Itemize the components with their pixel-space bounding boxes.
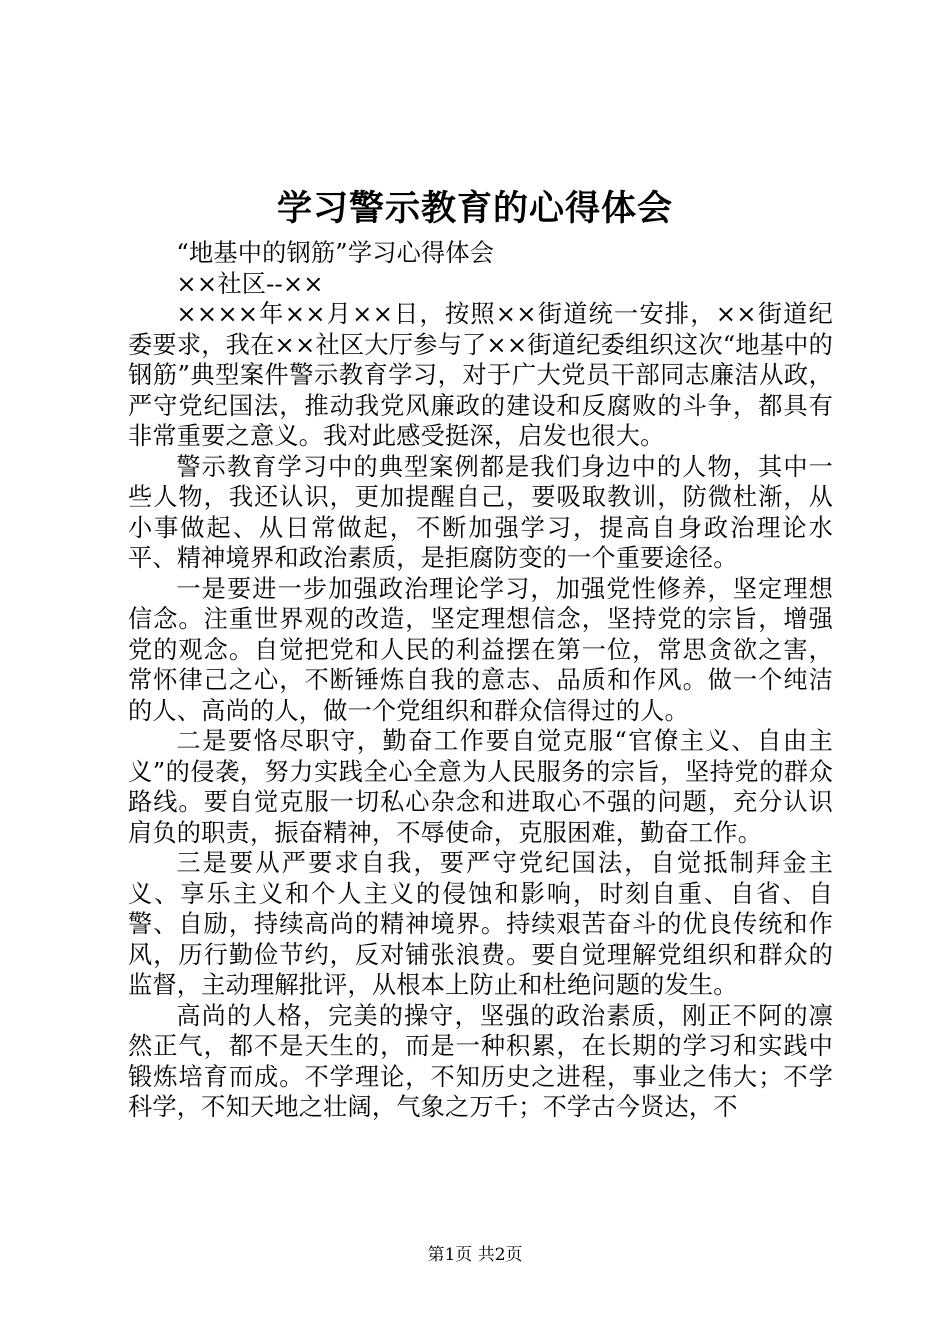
- document-body: [128, 238, 833, 1123]
- subtitle-paragraph: “地基中的钢筋”学习心得体会: [176, 239, 495, 267]
- body-paragraph: 三是要从严要求自我，要严守党纪国法，自觉抵制拜金主义、享乐主义和个人主义的侵蚀和影响，时刻自重、自省、自警、自励，持续高尚的精神境界。持续艰苦奋斗的优良传统和作风，历行勤俭节约，反对铺张浪费。要自觉理解党组织和群众的监督，主动理解批评，从根本上防止和杜绝问题的发生。: [128, 849, 833, 999]
- page-footer: 第1页 共2页: [427, 1245, 523, 1265]
- document-title: 学习警示教育的心得体会: [276, 188, 673, 229]
- author-line: ××社区--××: [176, 269, 324, 298]
- body-paragraph: 高尚的人格，完美的操守，坚强的政治素质，刚正不阿的凛然正气，都不是天生的，而是一种积累，在长期的学习和实践中锻炼培育而成。不学理论，不知历史之进程，事业之伟大；不学科学，不知天地之壮阔，气象之万千；不学古今贤达，不: [128, 1001, 833, 1121]
- body-paragraph: ××××年××月××日，按照××街道统一安排，××街道纪委要求，我在××社区大厅参与了××街道纪委组织这次“地基中的钢筋”典型案件警示教育学习，对于广大党员干部同志廉洁从政，严守党纪国法，推动我党风廉政的建设和反腐败的斗争，都具有非常重要之意义。我对此感受挺深，启发也很大。: [128, 300, 833, 450]
- body-paragraph: 警示教育学习中的典型案例都是我们身边中的人物，其中一些人物，我还认识，更加提醒自己，要吸取教训，防微杜渐，从小事做起、从日常做起，不断加强学习，提高自身政治理论水平、精神境界和政治素质，是拒腐防变的一个重要途径。: [128, 452, 833, 572]
- body-paragraph: 二是要恪尽职守，勤奋工作要自觉克服“官僚主义、自由主义”的侵袭，努力实践全心全意为人民服务的宗旨，坚持党的群众路线。要自觉克服一切私心杂念和进取心不强的问题，充分认识肩负的职责，振奋精神，不辱使命，克服困难，勤奋工作。: [128, 727, 833, 847]
- body-paragraph: 一是要进一步加强政治理论学习，加强党性修养，坚定理想信念。注重世界观的改造，坚定理想信念，坚持党的宗旨，增强党的观念。自觉把党和人民的利益摆在第一位，常思贪欲之害，常怀律己之心，不断锤炼自我的意志、品质和作风。做一个纯洁的人、高尚的人，做一个党组织和群众信得过的人。: [128, 574, 833, 725]
